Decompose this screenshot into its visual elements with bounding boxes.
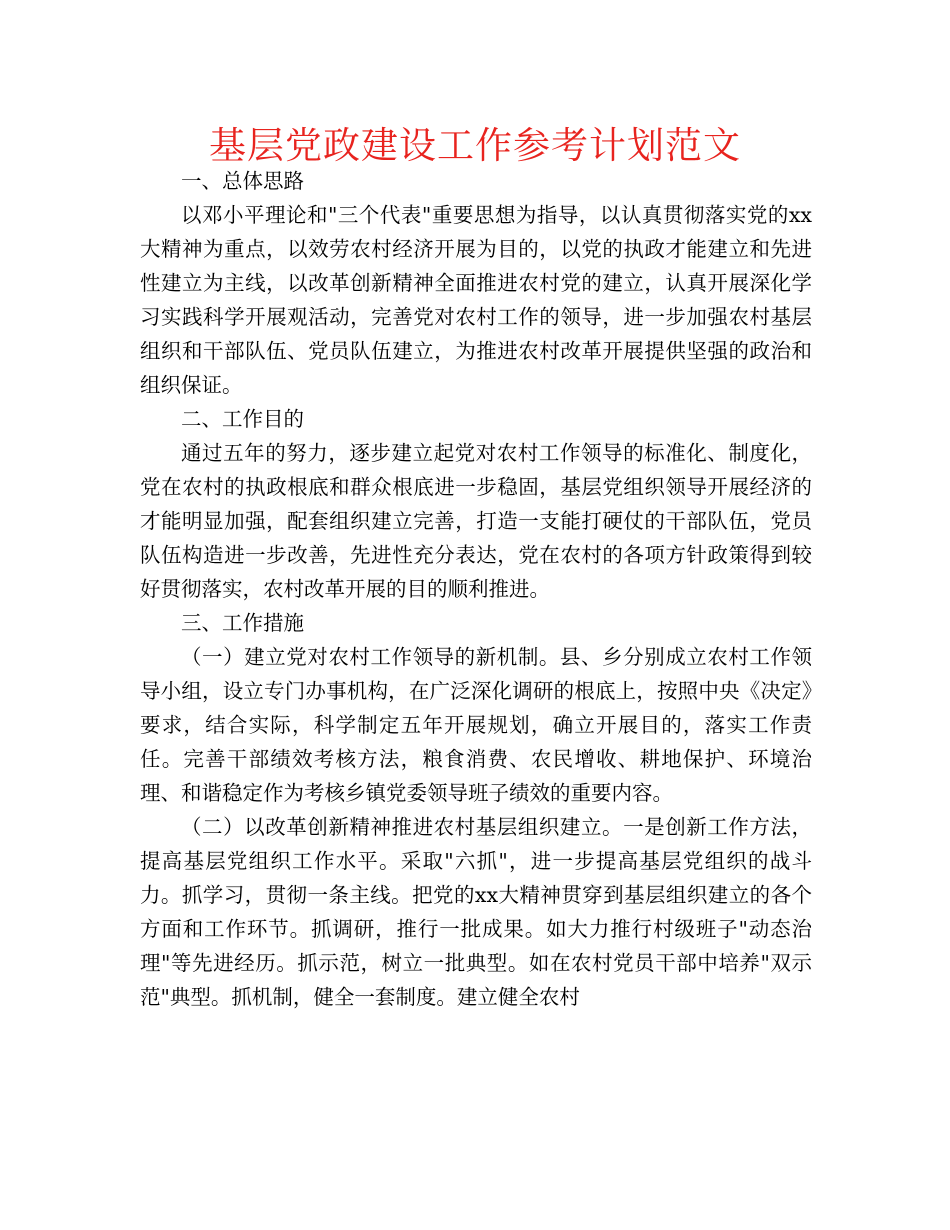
document-title: 基层党政建设工作参考计划范文 bbox=[209, 124, 741, 167]
paragraph: 以邓小平理论和"三个代表"重要思想为指导，以认真贯彻落实党的xx大精神为重点，以效劳农村经济开展为目的，以党的执政才能建立和先进性建立为主线，以改革创新精神全面推进农村党的建立，认真开展深化学习实践科学开展观活动，完善党对农村工作的领导，进一步加强农村基层组织和干部队伍、党员队伍建立，为推进农村改革开展提供坚强的政治和组织保证。 bbox=[140, 203, 812, 397]
document-body bbox=[140, 164, 812, 1014]
paragraph: （二）以改革创新精神推进农村基层组织建立。一是创新工作方法，提高基层党组织工作水平。采取"六抓"，进一步提高基层党组织的战斗力。抓学习，贯彻一条主线。把党的xx大精神贯穿到基层组织建立的各个方面和工作环节。抓调研，推行一批成果。如大力推行村级班子"动态治理"等先进经历。抓示范，树立一批典型。如在农村党员干部中培养"双示范"典型。抓机制，健全一套制度。建立健全农村 bbox=[140, 815, 812, 1009]
paragraph: 通过五年的努力，逐步建立起党对农村工作领导的标准化、制度化，党在农村的执政根底和群众根底进一步稳固，基层党组织领导开展经济的才能明显加强，配套组织建立完善，打造一支能打硬仗的干部队伍，党员队伍构造进一步改善，先进性充分表达，党在农村的各项方针政策得到较好贯彻落实，农村改革开展的目的顺利推进。 bbox=[140, 441, 812, 601]
section-heading: 一、总体思路 bbox=[181, 169, 304, 193]
section-heading: 三、工作措施 bbox=[181, 611, 304, 635]
section-heading: 二、工作目的 bbox=[181, 407, 304, 431]
paragraph: （一）建立党对农村工作领导的新机制。县、乡分别成立农村工作领导小组，设立专门办事机构，在广泛深化调研的根底上，按照中央《决定》要求，结合实际，科学制定五年开展规划，确立开展目的，落实工作责任。完善干部绩效考核方法，粮食消费、农民增收、耕地保护、环境治理、和谐稳定作为考核乡镇党委领导班子绩效的重要内容。 bbox=[140, 645, 812, 805]
